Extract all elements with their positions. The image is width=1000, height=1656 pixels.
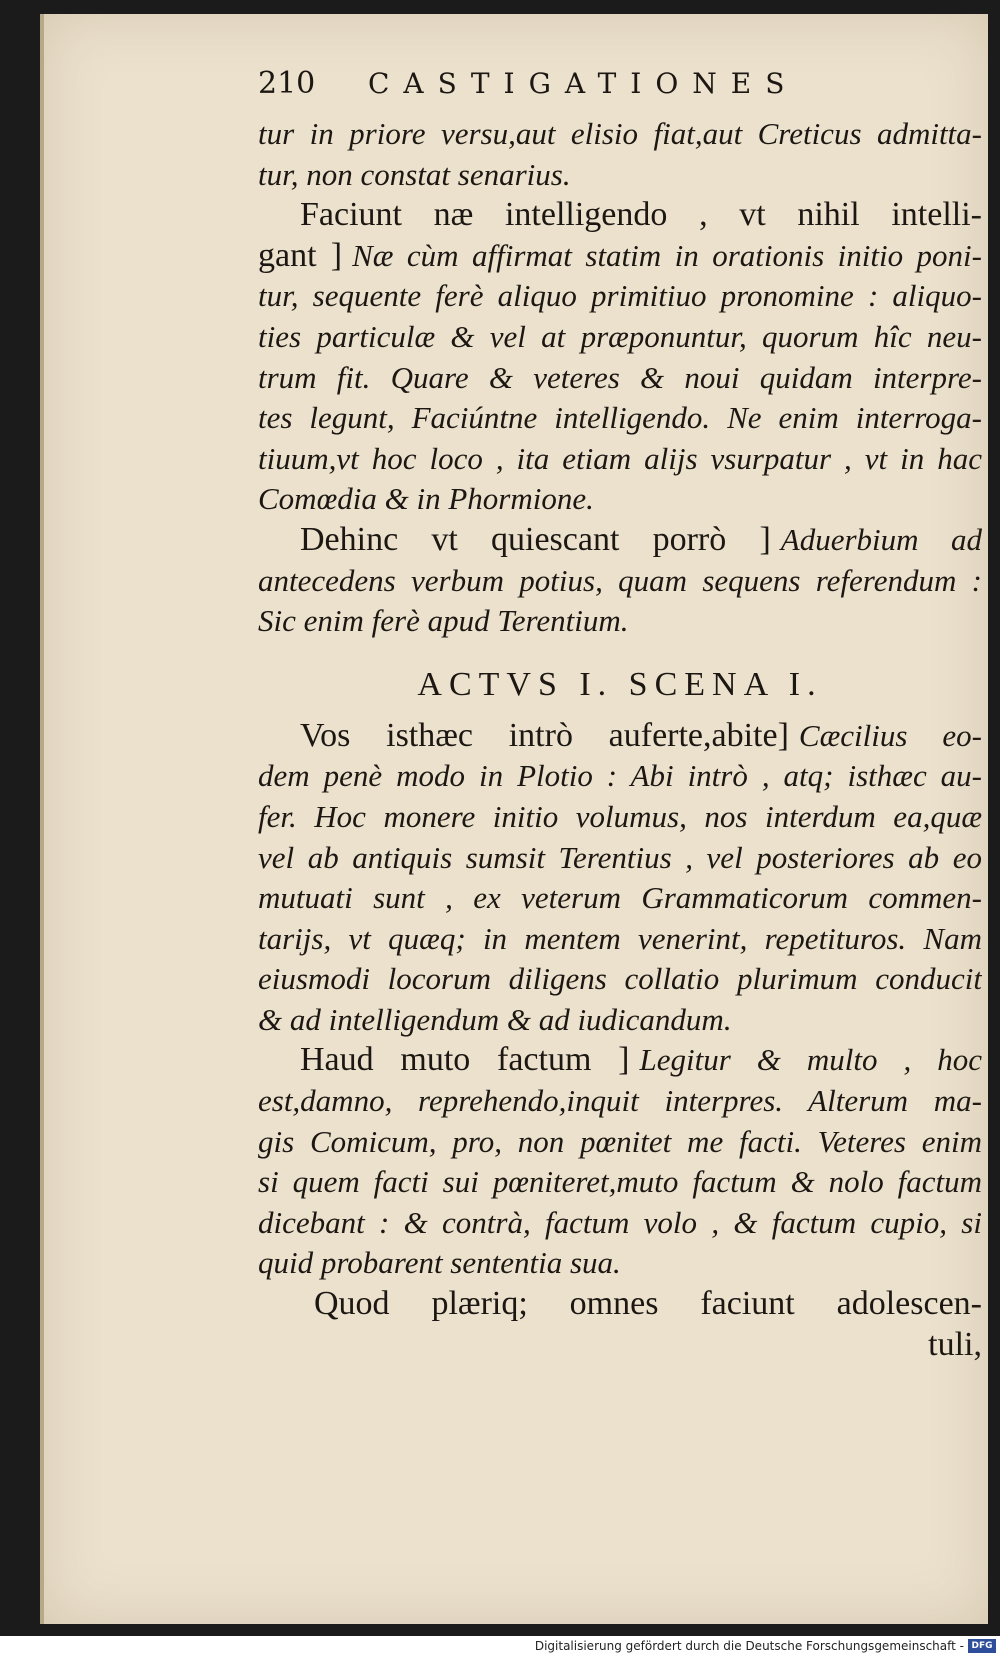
text-line: mutuati sunt , ex veterum Grammaticorum commen- xyxy=(258,880,982,916)
dfg-logo: DFG xyxy=(968,1639,996,1653)
scene-heading: ACTVS I. SCENA I. xyxy=(417,665,823,703)
text-line: & ad intelligendum & ad iudicandum. xyxy=(258,1001,732,1037)
text-line: ties particulæ & vel at præponuntur, quorum hîc neu- xyxy=(258,318,982,354)
text-line: Comœdia & in Phormione. xyxy=(258,481,594,517)
text-line xyxy=(258,716,982,757)
text-line: vel ab antiquis sumsit Terentius , vel posteriores ab eo xyxy=(258,839,982,875)
commentary: Aduerbium ad xyxy=(780,521,982,557)
commentary: Cæcilius eo- xyxy=(798,717,982,753)
lemma: Dehinc vt quiescant porrò ] xyxy=(300,520,771,558)
text-line xyxy=(258,236,982,277)
text-line: tur in priore versu,aut elisio fiat,aut Creticus admitta- xyxy=(258,116,982,151)
text-line xyxy=(258,520,982,561)
digitization-credit-bar xyxy=(0,1636,1000,1656)
text-line: tur, non constat senarius. xyxy=(258,156,571,192)
text-line: dicebant : & contrà, factum volo , & factum cupio, si xyxy=(258,1204,982,1240)
page-text-block xyxy=(258,66,982,1365)
text-line: trum fit. Quare & veteres & noui quidam interpre- xyxy=(258,359,982,395)
lemma-line: Quod plæriq; omnes faciunt adolescen- xyxy=(314,1285,982,1323)
text-line: tes legunt, Faciúntne intelligendo. Ne enim interroga- xyxy=(258,400,982,436)
commentary: Legitur & multo , hoc xyxy=(639,1042,982,1078)
page-number: 210 xyxy=(258,66,316,101)
lemma: Vos isthæc intrò auferte,abite] xyxy=(300,716,789,754)
commentary: Næ cùm affirmat statim in orationis initio poni- xyxy=(352,237,982,273)
text-line: eiusmodi locorum diligens collatio plurimum conducit xyxy=(258,961,982,997)
running-head: CASTIGATIONES xyxy=(368,67,799,100)
text-line: dem penè modo in Plotio : Abi intrò , atq; isthæc au- xyxy=(258,758,982,794)
text-line: est,damno, reprehendo,inquit interpres. Alterum ma- xyxy=(258,1083,982,1119)
credit-text: Digitalisierung gefördert durch die Deutsche Forschungsgemeinschaft - xyxy=(534,1639,964,1653)
text-line: tiuum,vt hoc loco , ita etiam alijs vsurpatur , vt in hac xyxy=(258,440,982,476)
text-line: si quem facti sui pœniteret,muto factum & nolo factum xyxy=(258,1164,982,1200)
text-line: tur, sequente ferè aliquo primitiuo pronomine : aliquo- xyxy=(258,278,982,314)
text-line: fer. Hoc monere initio volumus, nos interdum ea,quæ xyxy=(258,798,982,834)
text-line: antecedens verbum potius, quam sequens referendum : xyxy=(258,562,982,598)
text-line xyxy=(258,1040,982,1081)
text-line: gis Comicum, pro, non pœnitet me facti. Veteres enim xyxy=(258,1123,982,1159)
text-line: tarijs, vt quæq; in mentem venerint, repetituros. Nam xyxy=(258,920,982,956)
book-page xyxy=(40,14,988,1624)
text-line: quid probarent sententia sua. xyxy=(258,1245,621,1281)
lemma-line: Faciunt næ intelligendo , vt nihil intelli- xyxy=(300,196,982,234)
page-header xyxy=(258,66,982,114)
lemma: Haud muto factum ] xyxy=(300,1041,630,1079)
lemma: gant ] xyxy=(258,236,343,274)
catchword: tuli, xyxy=(928,1325,982,1363)
text-line: Sic enim ferè apud Terentium. xyxy=(258,603,629,639)
